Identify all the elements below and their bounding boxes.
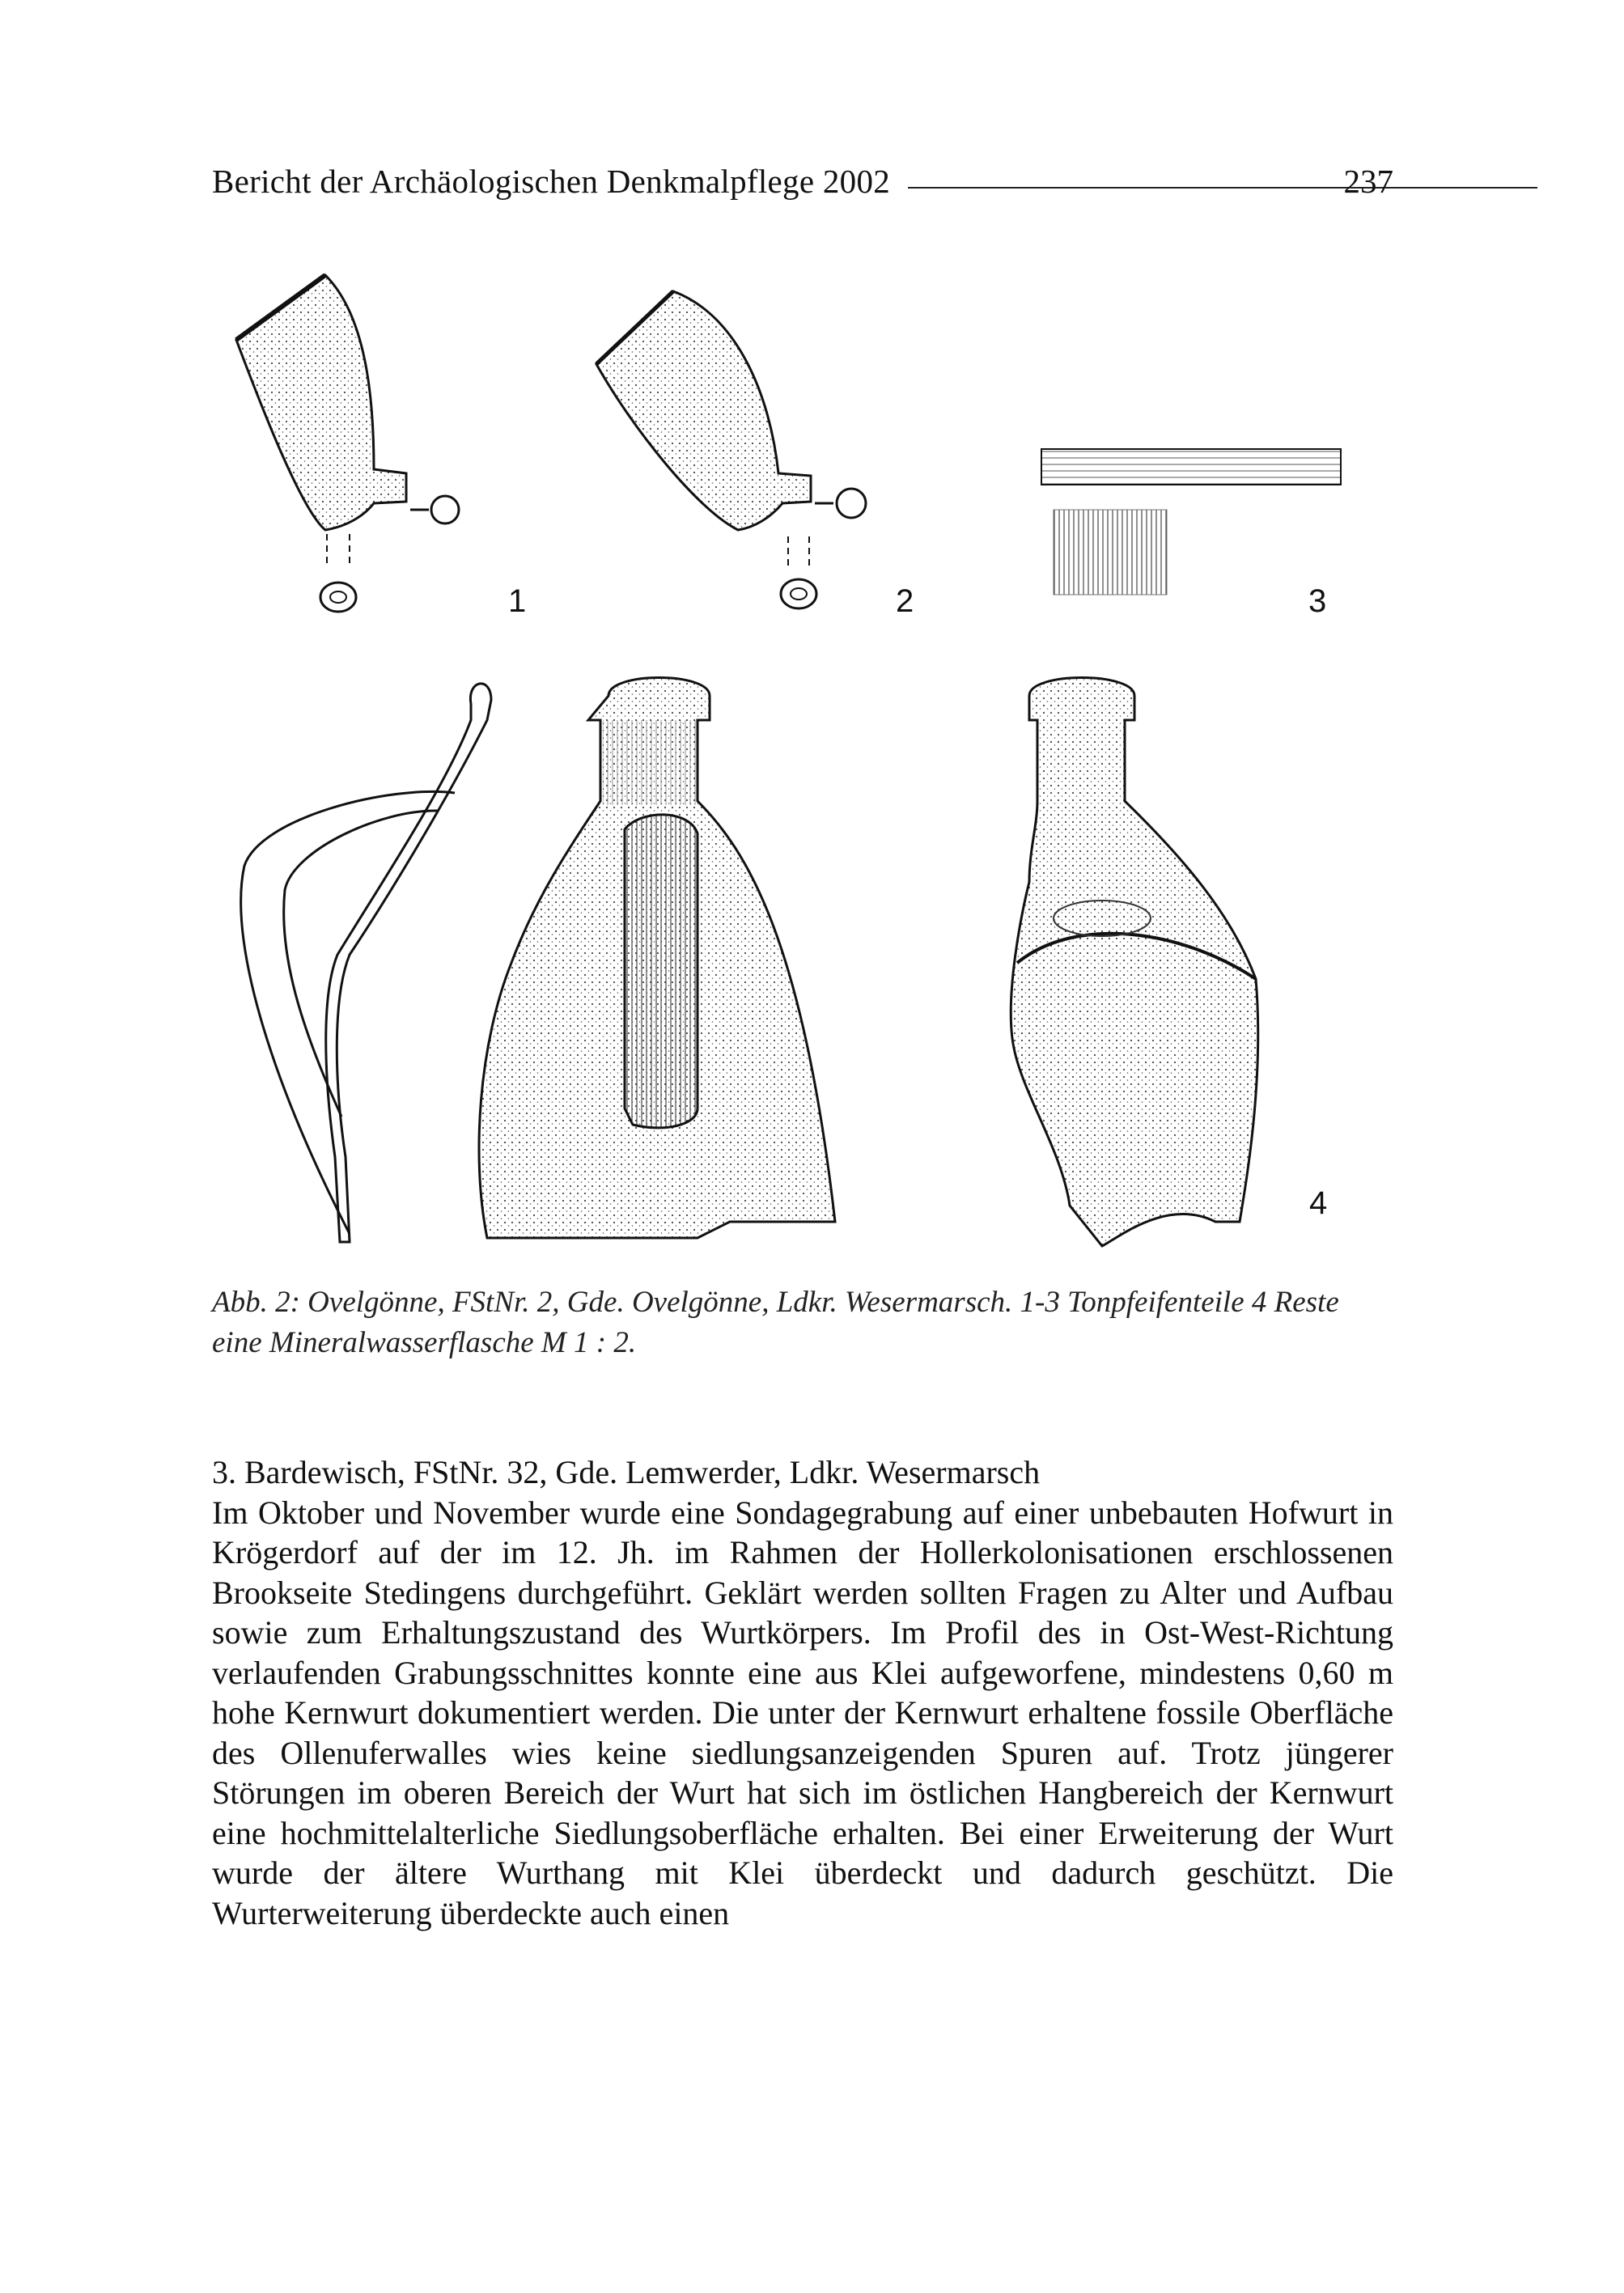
running-header	[212, 162, 1393, 210]
bottle-front-drawing	[479, 678, 835, 1239]
figure	[212, 267, 1393, 1262]
page-number: 237	[1343, 163, 1393, 200]
figure-label-3: 3	[1308, 583, 1327, 619]
figure-label-2: 2	[896, 583, 914, 619]
figure-drawings	[212, 267, 1393, 1262]
pipe-bowl-drawing-2	[596, 291, 866, 608]
section-heading: 3. Bardewisch, FStNr. 32, Gde. Lemwerder, Ldkr. Wesermarsch	[212, 1454, 1041, 1490]
figure-label-1: 1	[508, 583, 527, 619]
bottle-back-drawing	[1011, 678, 1257, 1247]
header-rule	[908, 187, 1537, 189]
running-title: Bericht der Archäologischen Denkmalpflege 2002	[212, 163, 891, 200]
report-section	[212, 1452, 1393, 1933]
figure-caption: Abb. 2: Ovelgönne, FStNr. 2, Gde. Ovelgönne, Ldkr. Wesermarsch. 1-3 Tonpfeifenteile 4 Reste eine Mineralwasserflasche M 1 : 2.	[212, 1286, 1339, 1359]
section-body: Im Oktober und November wurde eine Sondagegrabung auf einer unbebauten Hofwurt in Krögerdorf auf der im 12. Jh. im Rahmen der Hollerkolonisationen erschlossenen Brookseite Stedingens durchgeführt. Geklärt werden sollten Fragen zu Alter und Aufbau sowie zum Erhaltungszustand des Wurtkörpers. Im Profil des in Ost-West-Richtung verlaufenden Grabungsschnittes konnte eine aus Klei aufgeworfene, mindestens 0,60 m hohe Kernwurt dokumentiert werden. Die unter der Kernwurt erhaltene fossile Oberfläche des Ollenuferwalles wies keine siedlungsanzeigenden Spuren auf. Trotz jüngerer Störungen im oberen Bereich der Wurt hat sich im östlichen Hangbereich der Kernwurt eine hochmittelalterliche Siedlungsoberfläche erhalten. Bei einer Erweiterung der Wurt wurde der ältere Wurthang mit Klei überdeckt und dadurch geschützt. Die Wurterweiterung überdeckte auch einen	[212, 1494, 1393, 1931]
bottle-profile-drawing	[241, 684, 491, 1242]
figure-label-4: 4	[1309, 1185, 1328, 1221]
pipe-bowl-drawing-1	[236, 275, 459, 612]
pipe-stem-drawing-3	[1041, 449, 1341, 595]
